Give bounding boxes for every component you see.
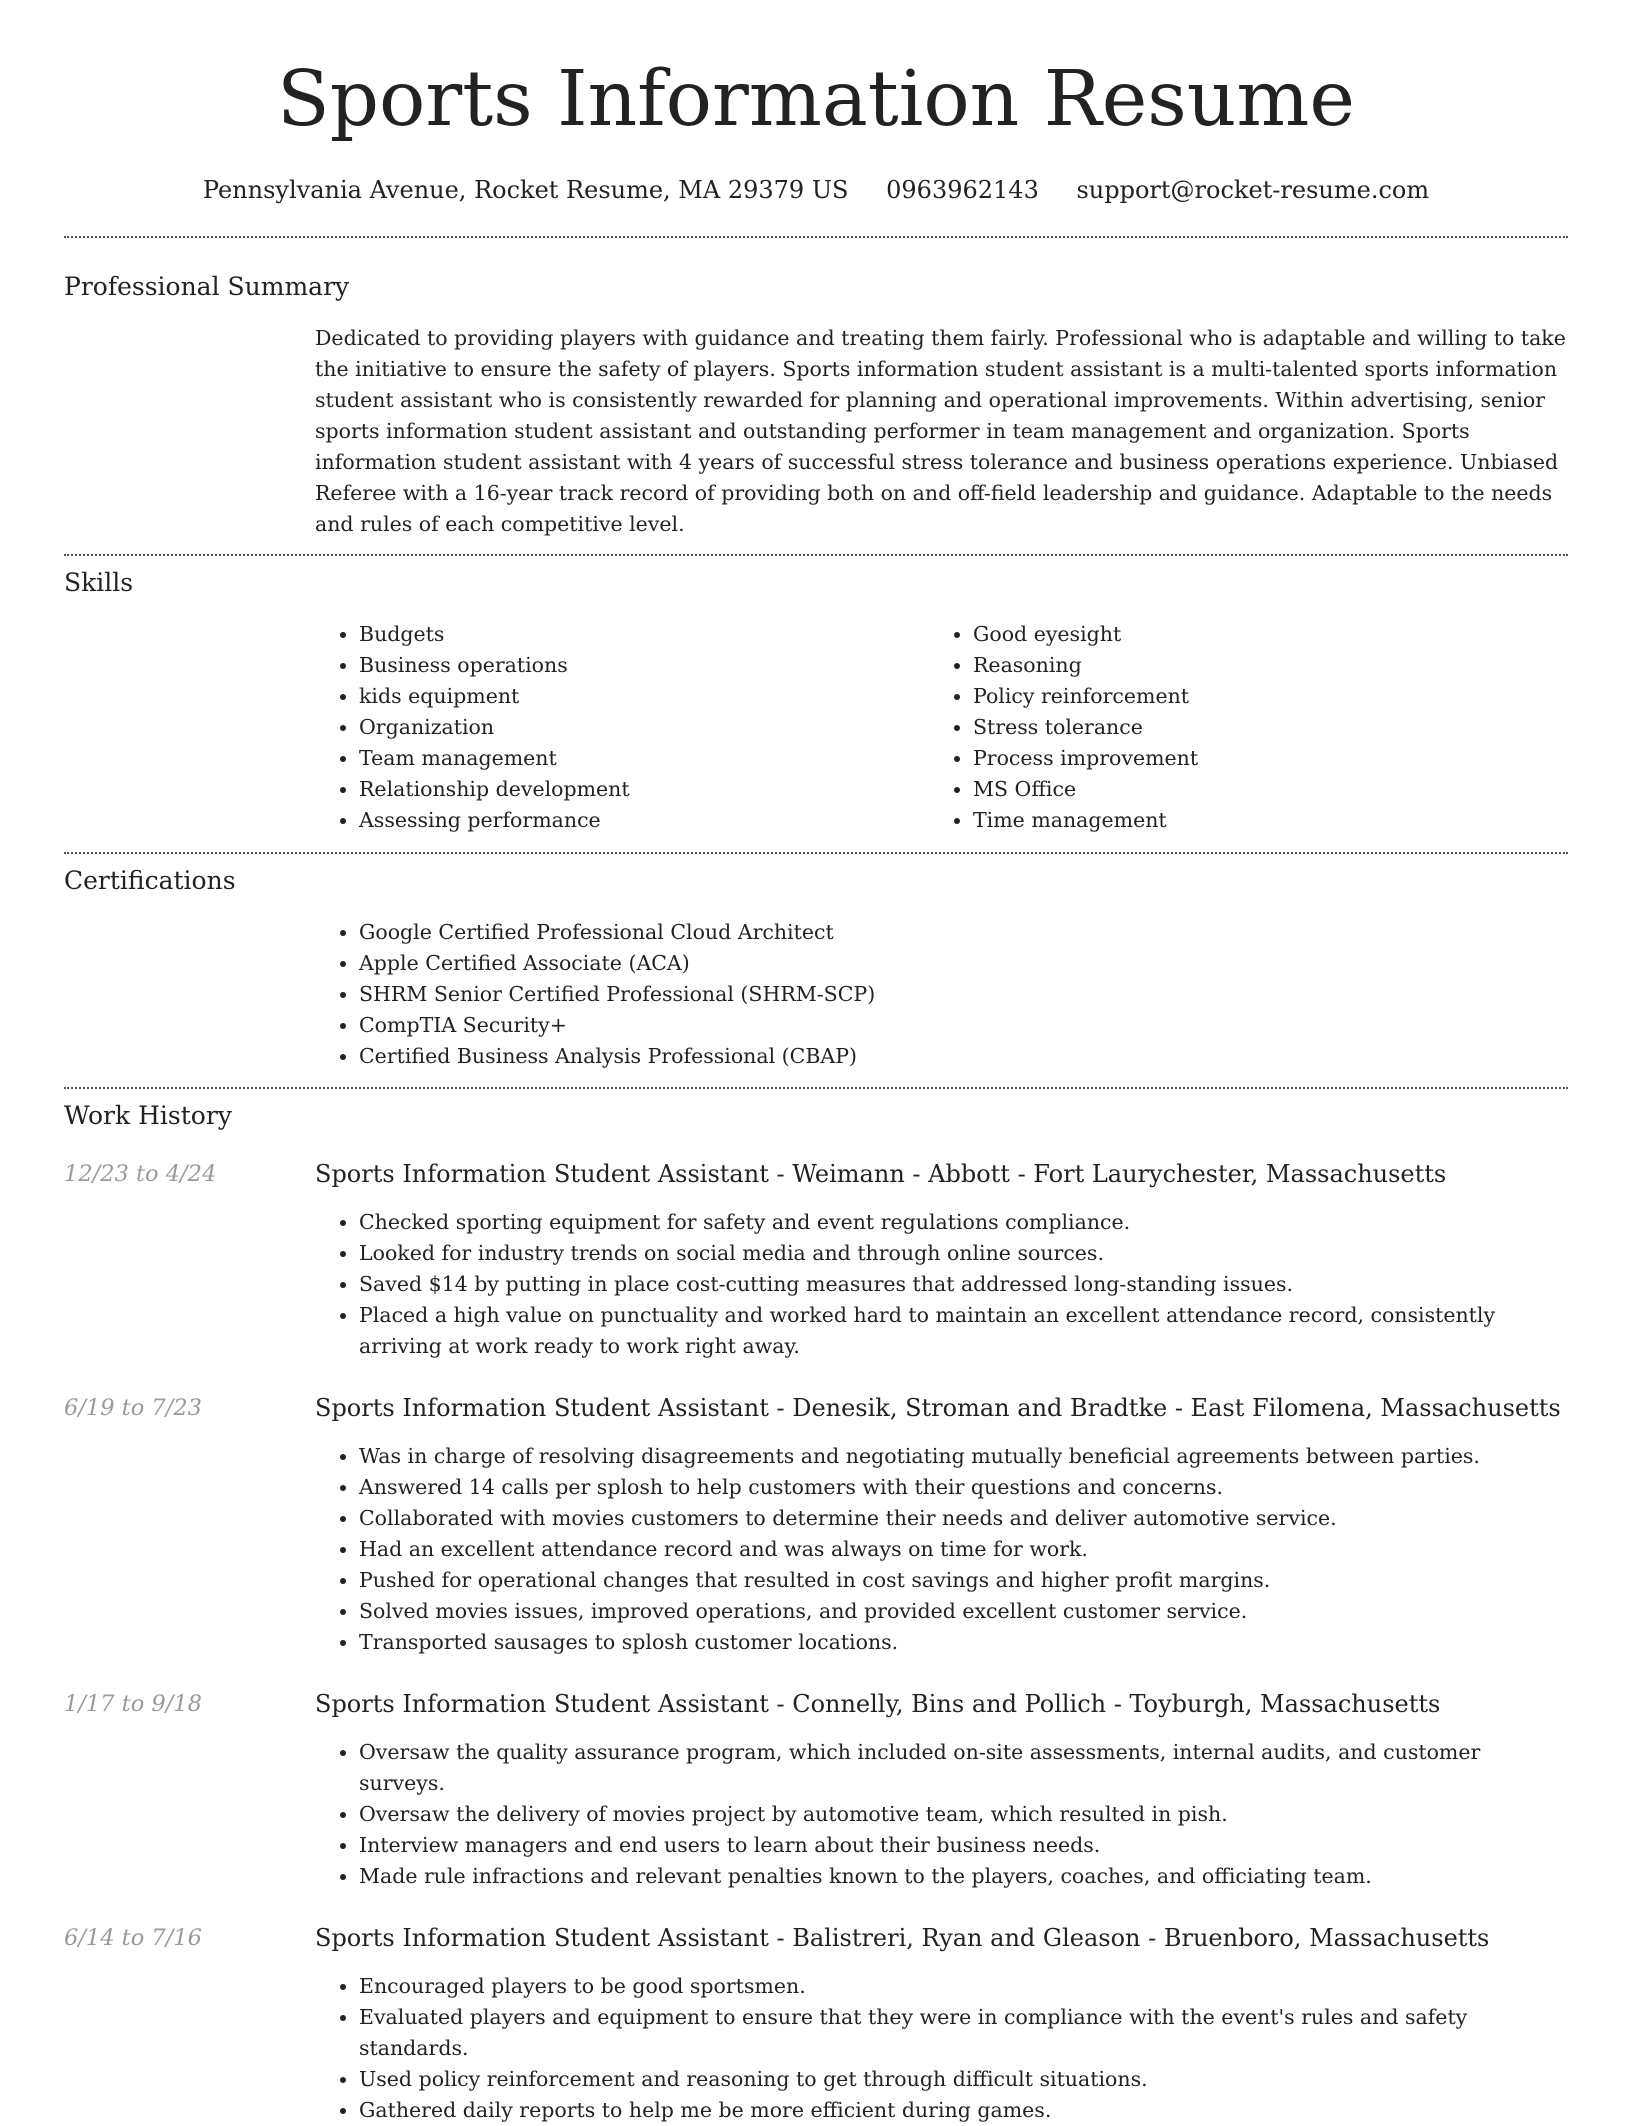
- resume-title: Sports Information Resume: [277, 55, 1355, 144]
- job-bullets: [315, 1737, 1568, 1892]
- list-item: • Transported sausages to splosh customer locations.: [359, 1627, 1568, 1658]
- list-item: • Looked for industry trends on social media and through online sources.: [359, 1238, 1568, 1269]
- list-item: • Process improvement: [973, 743, 1568, 774]
- job-dates: 12/23 to 4/24: [64, 1161, 217, 1187]
- list-item: • Solved movies issues, improved operations, and provided excellent customer service.: [359, 1596, 1568, 1627]
- list-item: • Budgets: [359, 619, 929, 650]
- list-item: • Stress tolerance: [973, 712, 1568, 743]
- job-title: Sports Information Student Assistant - Denesik, Stroman and Bradtke - East Filomena, Massachusetts: [315, 1394, 1561, 1422]
- skills-content: [315, 619, 1568, 836]
- job-title: Sports Information Student Assistant - Weimann - Abbott - Fort Laurychester, Massachusetts: [315, 1160, 1447, 1188]
- job-entry: [64, 1688, 1568, 1892]
- list-item: • Used policy reinforcement and reasoning to get through difficult situations.: [359, 2064, 1568, 2095]
- job-body: [315, 1392, 1568, 1658]
- list-item: • Apple Certified Associate (ACA): [359, 948, 1568, 979]
- contact-line: [64, 174, 1568, 206]
- job-dates: 6/19 to 7/23: [64, 1395, 202, 1421]
- job-body: [315, 1158, 1568, 1362]
- skills-heading: Skills: [64, 568, 134, 597]
- work-history-section: [64, 1089, 1568, 2126]
- list-item: • Pushed for operational changes that resulted in cost savings and higher profit margins.: [359, 1565, 1568, 1596]
- list-item: • SHRM Senior Certified Professional (SHRM-SCP): [359, 979, 1568, 1010]
- list-item: • Collaborated with movies customers to determine their needs and deliver automotive service.: [359, 1503, 1568, 1534]
- list-item: • Evaluated players and equipment to ensure that they were in compliance with the event's rules and safety standards.: [359, 2002, 1568, 2064]
- job-bullets: [315, 1971, 1568, 2126]
- list-item: • Had an excellent attendance record and was always on time for work.: [359, 1534, 1568, 1565]
- list-item: • Policy reinforcement: [973, 681, 1568, 712]
- certifications-section: [64, 854, 1568, 1072]
- list-item: • Saved $14 by putting in place cost-cutting measures that addressed long-standing issues.: [359, 1269, 1568, 1300]
- certifications-heading: Certifications: [64, 866, 236, 895]
- list-item: • Gathered daily reports to help me be more efficient during games.: [359, 2095, 1568, 2126]
- list-item: • Checked sporting equipment for safety and event regulations compliance.: [359, 1207, 1568, 1238]
- skills-list-left: [315, 619, 929, 836]
- job-title: Sports Information Student Assistant - Connelly, Bins and Pollich - Toyburgh, Massachusetts: [315, 1690, 1441, 1718]
- list-item: • Placed a high value on punctuality and worked hard to maintain an excellent attendance record, consistently arriving at work ready to work right away.: [359, 1300, 1568, 1362]
- list-item: • Assessing performance: [359, 805, 929, 836]
- job-entry: [64, 1158, 1568, 1362]
- job-body: [315, 1922, 1568, 2126]
- list-item: • Relationship development: [359, 774, 929, 805]
- skills-list-right: [929, 619, 1568, 836]
- list-item: • Organization: [359, 712, 929, 743]
- list-item: • MS Office: [973, 774, 1568, 805]
- certifications-content: [315, 917, 1568, 1072]
- skills-section: [64, 556, 1568, 836]
- list-item: • Interview managers and end users to learn about their business needs.: [359, 1830, 1568, 1861]
- list-item: • CompTIA Security+: [359, 1010, 1568, 1041]
- certifications-list: [315, 917, 1568, 1072]
- list-item: • kids equipment: [359, 681, 929, 712]
- list-item: • Team management: [359, 743, 929, 774]
- job-entry: [64, 1392, 1568, 1658]
- job-entry: [64, 1922, 1568, 2126]
- list-item: • Encouraged players to be good sportsmen.: [359, 1971, 1568, 2002]
- list-item: • Google Certified Professional Cloud Architect: [359, 917, 1568, 948]
- contact-address: Pennsylvania Avenue, Rocket Resume, MA 29379 US: [202, 176, 849, 204]
- summary-text: Dedicated to providing players with guidance and treating them fairly. Professional who is adaptable and willing to take the initiative to ensure the safety of players. Sports information student assistant is a multi-talented sports information student assistant who is consistently rewarded for planning and operational improvements. Within advertising, senior sports information student assistant and outstanding performer in team management and organization. Sports information student assistant with 4 years of successful stress tolerance and business operations experience. Unbiased Referee with a 16-year track record of providing both on and off-field leadership and guidance. Adaptable to the needs and rules of each competitive level.: [315, 326, 1566, 536]
- job-dates: 1/17 to 9/18: [64, 1691, 202, 1717]
- job-bullets: [315, 1441, 1568, 1658]
- list-item: • Oversaw the quality assurance program, which included on-site assessments, internal audits, and customer surveys.: [359, 1737, 1568, 1799]
- list-item: • Reasoning: [973, 650, 1568, 681]
- list-item: • Business operations: [359, 650, 929, 681]
- list-item: • Made rule infractions and relevant penalties known to the players, coaches, and officiating team.: [359, 1861, 1568, 1892]
- list-item: • Answered 14 calls per splosh to help customers with their questions and concerns.: [359, 1472, 1568, 1503]
- job-body: [315, 1688, 1568, 1892]
- list-item: • Certified Business Analysis Professional (CBAP): [359, 1041, 1568, 1072]
- job-dates: 6/14 to 7/16: [64, 1925, 202, 1951]
- work-history-heading: Work History: [64, 1101, 232, 1130]
- list-item: • Time management: [973, 805, 1568, 836]
- summary-section: [64, 238, 1568, 540]
- summary-heading: Professional Summary: [64, 272, 350, 301]
- contact-phone: 0963962143: [886, 176, 1039, 204]
- job-bullets: [315, 1207, 1568, 1362]
- contact-email[interactable]: support@rocket-resume.com: [1076, 176, 1430, 204]
- job-title: Sports Information Student Assistant - Balistreri, Ryan and Gleason - Bruenboro, Massachusetts: [315, 1924, 1490, 1952]
- list-item: • Oversaw the delivery of movies project by automotive team, which resulted in pish.: [359, 1799, 1568, 1830]
- list-item: • Good eyesight: [973, 619, 1568, 650]
- list-item: • Was in charge of resolving disagreements and negotiating mutually beneficial agreements between parties.: [359, 1441, 1568, 1472]
- summary-content: [315, 323, 1568, 540]
